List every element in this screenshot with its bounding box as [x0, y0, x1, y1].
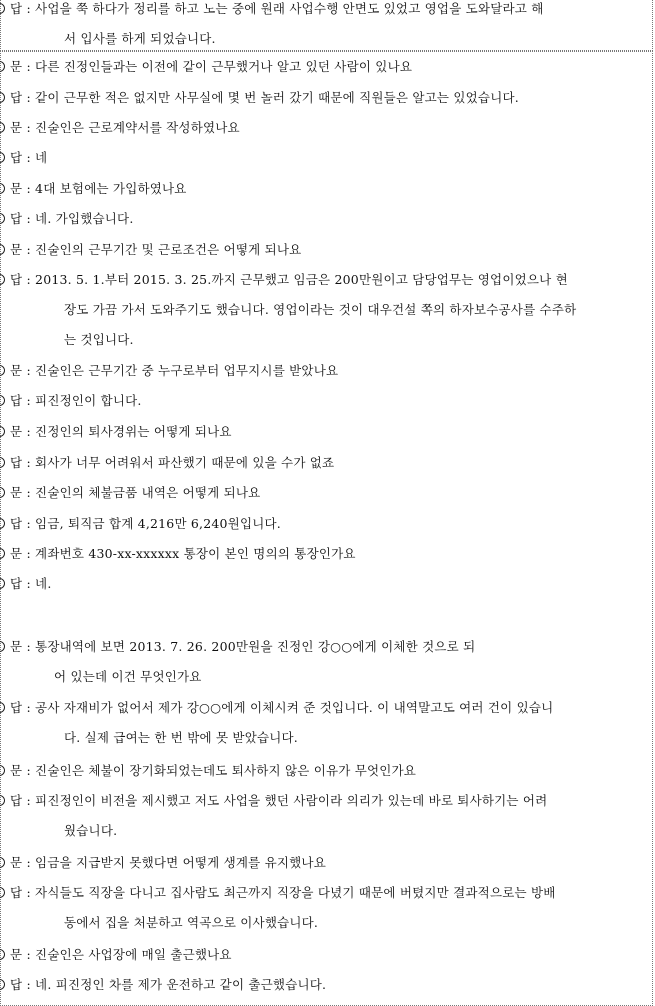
question-entry: [0, 52, 655, 82]
label-separator: :: [22, 576, 36, 591]
answer-entry: [0, 386, 655, 416]
label-separator: :: [22, 639, 36, 654]
label-separator: :: [22, 59, 36, 74]
circle-bullet-icon: [0, 795, 5, 806]
answer-label: 답: [10, 576, 23, 591]
question-label: 문: [10, 947, 23, 962]
circle-bullet-icon: [0, 365, 5, 376]
answer-entry: [0, 569, 655, 599]
label-separator: :: [22, 516, 36, 531]
circle-bullet-icon: [0, 857, 5, 868]
answer-entry: [0, 448, 655, 478]
question-label: 문: [10, 639, 23, 654]
circle-bullet-icon: [0, 3, 5, 14]
answer-entry: [0, 204, 655, 234]
answer-entry: [0, 786, 655, 846]
answer-entry: [0, 0, 655, 54]
circle-bullet-icon: [0, 244, 5, 255]
circle-bullet-icon: [0, 641, 5, 652]
answer-label: 답: [10, 793, 23, 808]
question-label: 문: [10, 855, 23, 870]
question-label: 문: [10, 59, 23, 74]
entry-first-line: [0, 509, 655, 539]
label-separator: :: [22, 1, 36, 16]
entry-first-line: [0, 174, 655, 204]
answer-label: 답: [10, 885, 23, 900]
circle-bullet-icon: [0, 457, 5, 468]
entry-text: 진술인은 근무기간 중 누구로부터 업무지시를 받았나요: [35, 363, 339, 378]
answer-entry: [0, 509, 655, 539]
entry-first-line: [0, 632, 655, 662]
entry-first-line: [0, 204, 655, 234]
entry-first-line: [0, 756, 655, 786]
entry-text: 진술인은 사업장에 매일 출근했나요: [35, 947, 232, 962]
entry-text: 진술인의 근무기간 및 근로조건은 어떻게 되나요: [35, 242, 302, 257]
label-separator: :: [22, 120, 36, 135]
entry-first-line: [0, 113, 655, 143]
entry-continuation-line: 동에서 집을 처분하고 역곡으로 이사했습니다.: [64, 915, 319, 930]
answer-entry: [0, 970, 655, 1000]
entry-text: 2013. 5. 1.부터 2015. 3. 25.까지 근무했고 임금은 200만원이고 담당업무는 영업이었으나 현: [35, 272, 568, 287]
label-separator: :: [22, 363, 36, 378]
entry-text: 피진정인이 비전을 제시했고 저도 사업을 했던 사람이라 의리가 있는데 바로 퇴사하기는 어려: [35, 793, 548, 808]
entry-text: 네. 가입했습니다.: [35, 211, 134, 226]
answer-label: 답: [10, 977, 23, 992]
circle-bullet-icon: [0, 548, 5, 559]
label-separator: :: [22, 424, 36, 439]
entry-text: 4대 보험에는 가입하였나요: [35, 181, 187, 196]
entry-first-line: [0, 693, 655, 723]
label-separator: :: [22, 455, 36, 470]
question-entry: [0, 174, 655, 204]
label-separator: :: [22, 763, 36, 778]
circle-bullet-icon: [0, 122, 5, 133]
entry-text: 다른 진정인들과는 이전에 같이 근무했거나 알고 있던 사람이 있나요: [35, 59, 413, 74]
entry-text: 진정인의 퇴사경위는 어떻게 되나요: [35, 424, 232, 439]
label-separator: :: [22, 793, 36, 808]
label-separator: :: [22, 977, 36, 992]
circle-bullet-icon: [0, 949, 5, 960]
question-label: 문: [10, 424, 23, 439]
entry-text: 네: [35, 150, 48, 165]
entry-first-line: [0, 940, 655, 970]
question-entry: [0, 848, 655, 878]
question-entry: [0, 356, 655, 386]
circle-bullet-icon: [0, 213, 5, 224]
entry-first-line: [0, 265, 655, 295]
entry-text: 자식들도 직장을 다니고 집사람도 최근까지 직장을 다녔기 때문에 버텼지만 결과적으로는 방배: [35, 885, 556, 900]
entry-text: 계좌번호 430-xx-xxxxxx 통장이 본인 명의의 통장인가요: [35, 546, 356, 561]
entry-text: 사업을 쭉 하다가 정리를 하고 노는 중에 원래 사업수행 안면도 있었고 영업을 도와달라고 해: [35, 1, 544, 16]
label-separator: :: [22, 393, 36, 408]
answer-label: 답: [10, 1, 23, 16]
entry-first-line: [0, 235, 655, 265]
label-separator: :: [22, 242, 36, 257]
entry-first-line: [0, 52, 655, 82]
circle-bullet-icon: [0, 887, 5, 898]
circle-bullet-icon: [0, 765, 5, 776]
label-separator: :: [22, 272, 36, 287]
answer-label: 답: [10, 455, 23, 470]
answer-label: 답: [10, 700, 23, 715]
entry-text: 진술인의 체불금품 내역은 어떻게 되나요: [35, 485, 261, 500]
entry-first-line: [0, 478, 655, 508]
question-entry: [0, 632, 655, 692]
answer-entry: [0, 693, 655, 753]
question-label: 문: [10, 120, 23, 135]
entry-continuation-line: 어 있는데 이건 무엇인가요: [54, 669, 202, 684]
answer-label: 답: [10, 272, 23, 287]
entry-text: 임금, 퇴직금 합계 4,216만 6,240원입니다.: [35, 516, 281, 531]
entry-first-line: [0, 569, 655, 599]
entry-text: 통장내역에 보면 2013. 7. 26. 200만원을 진정인 강○○에게 이체한 것으로 되: [35, 639, 476, 654]
entry-text: 임금을 지급받지 못했다면 어떻게 생계를 유지했나요: [35, 855, 326, 870]
question-entry: [0, 940, 655, 970]
entry-text: 네. 피진정인 차를 제가 운전하고 같이 출근했습니다.: [35, 977, 327, 992]
answer-entry: [0, 83, 655, 113]
label-separator: :: [22, 485, 36, 500]
circle-bullet-icon: [0, 274, 5, 285]
answer-label: 답: [10, 516, 23, 531]
circle-bullet-icon: [0, 702, 5, 713]
entry-text: 피진정인이 합니다.: [35, 393, 142, 408]
entry-continuation-line: 웠습니다.: [64, 823, 118, 838]
entry-continuation-line: 장도 가끔 가서 도와주기도 했습니다. 영업이라는 것이 대우건설 쪽의 하자보수공사를 수주하: [64, 302, 577, 317]
label-separator: :: [22, 700, 36, 715]
question-entry: [0, 539, 655, 569]
question-label: 문: [10, 546, 23, 561]
answer-label: 답: [10, 90, 23, 105]
label-separator: :: [22, 211, 36, 226]
entry-first-line: [0, 970, 655, 1000]
question-label: 문: [10, 363, 23, 378]
entry-text: 네.: [35, 576, 52, 591]
answer-entry: [0, 265, 655, 355]
entry-first-line: [0, 878, 655, 908]
entry-first-line: [0, 0, 655, 24]
circle-bullet-icon: [0, 979, 5, 990]
question-label: 문: [10, 485, 23, 500]
circle-bullet-icon: [0, 183, 5, 194]
label-separator: :: [22, 150, 36, 165]
answer-label: 답: [10, 393, 23, 408]
question-entry: [0, 756, 655, 786]
answer-entry: [0, 878, 655, 938]
question-label: 문: [10, 763, 23, 778]
entry-first-line: [0, 83, 655, 113]
entry-text: 공사 자재비가 없어서 제가 강○○에게 이체시켜 준 것입니다. 이 내역말고도 여러 건이 있습니: [35, 700, 554, 715]
entry-first-line: [0, 448, 655, 478]
label-separator: :: [22, 546, 36, 561]
question-entry: [0, 235, 655, 265]
entry-first-line: [0, 786, 655, 816]
entry-text: 회사가 너무 어려워서 파산했기 때문에 있을 수가 없죠: [35, 455, 335, 470]
entry-first-line: [0, 848, 655, 878]
circle-bullet-icon: [0, 152, 5, 163]
entry-text: 진술인은 체불이 장기화되었는데도 퇴사하지 않은 이유가 무엇인가요: [35, 763, 417, 778]
question-label: 문: [10, 181, 23, 196]
entry-text: 같이 근무한 적은 없지만 사무실에 몇 번 놀러 갔기 때문에 직원들은 알고는 있었습니다.: [35, 90, 519, 105]
label-separator: :: [22, 90, 36, 105]
answer-label: 답: [10, 211, 23, 226]
circle-bullet-icon: [0, 61, 5, 72]
entry-first-line: [0, 539, 655, 569]
entry-first-line: [0, 143, 655, 173]
question-entry: [0, 478, 655, 508]
circle-bullet-icon: [0, 92, 5, 103]
circle-bullet-icon: [0, 426, 5, 437]
question-entry: [0, 113, 655, 143]
entry-first-line: [0, 356, 655, 386]
circle-bullet-icon: [0, 578, 5, 589]
circle-bullet-icon: [0, 395, 5, 406]
question-entry: [0, 417, 655, 447]
entry-continuation-line: 다. 실제 급여는 한 번 밖에 못 받았습니다.: [64, 730, 298, 745]
answer-entry: [0, 143, 655, 173]
entry-text: 진술인은 근로계약서를 작성하였나요: [35, 120, 240, 135]
label-separator: :: [22, 947, 36, 962]
entry-first-line: [0, 417, 655, 447]
label-separator: :: [22, 181, 36, 196]
answer-label: 답: [10, 150, 23, 165]
entry-continuation-line: 서 입사를 하게 되었습니다.: [64, 31, 216, 46]
circle-bullet-icon: [0, 487, 5, 498]
label-separator: :: [22, 855, 36, 870]
entry-continuation-line: 는 것입니다.: [64, 332, 134, 347]
entry-first-line: [0, 386, 655, 416]
question-label: 문: [10, 242, 23, 257]
circle-bullet-icon: [0, 518, 5, 529]
label-separator: :: [22, 885, 36, 900]
